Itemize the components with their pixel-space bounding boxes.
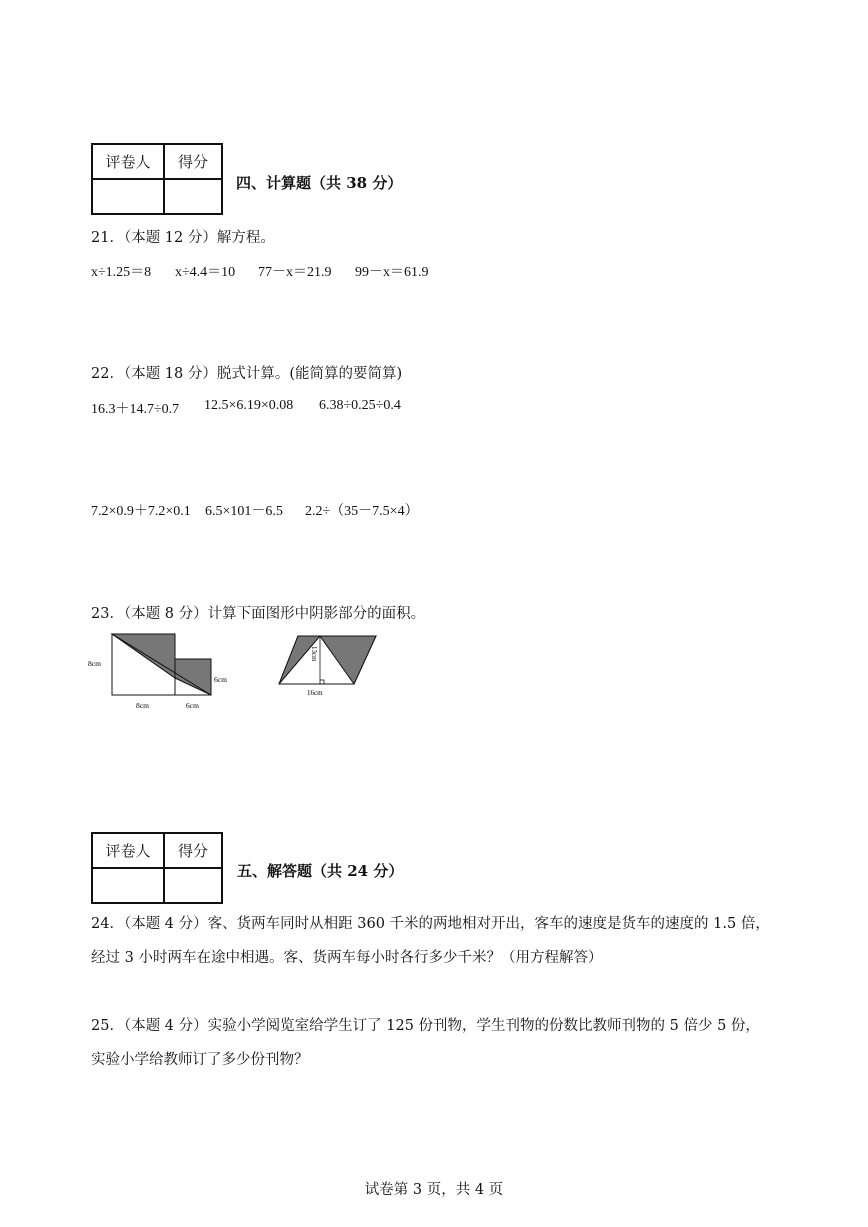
- score-cell[interactable]: [164, 179, 222, 214]
- score-box-section5: [91, 832, 223, 904]
- q21-eq1: x÷1.25＝8: [91, 265, 152, 280]
- q21-eq2: x÷4.4＝10: [175, 265, 236, 280]
- figure-1-squares: [86, 628, 246, 718]
- shaded-region-1: [112, 634, 175, 678]
- fig2-base-label: 16cm: [307, 689, 323, 697]
- fig1-left-label: 8cm: [88, 659, 101, 668]
- q21-prompt: 21．（本题 12 分）解方程。: [91, 230, 275, 246]
- grader-cell[interactable]: [92, 868, 164, 903]
- q25-line1: 25．（本题 4 分）实验小学阅览室给学生订了 125 份刊物，学生刊物的份数比教师刊物的 5 倍少 5 份，: [91, 1018, 760, 1034]
- q22-expr5: 6.5×101－6.5: [205, 504, 283, 519]
- q22-expr4: 7.2×0.9＋7.2×0.1: [91, 504, 191, 519]
- q22-expr1: 16.3＋14.7÷0.7: [91, 402, 180, 417]
- q22-expr2: 12.5×6.19×0.08: [204, 398, 294, 413]
- q22-expr6: 2.2÷（35－7.5×4）: [305, 504, 419, 519]
- fig1-bottom-left-label: 8cm: [136, 701, 149, 710]
- q25-line2: 实验小学给教师订了多少份刊物？: [91, 1052, 309, 1068]
- fig1-bottom-right-label: 6cm: [186, 701, 199, 710]
- score-label: 得分: [164, 144, 222, 179]
- q22-prompt: 22．（本题 18 分）脱式计算。(能简算的要简算): [91, 366, 403, 382]
- figure-2-parallelogram: [274, 628, 384, 700]
- fig1-right-label: 6cm: [214, 675, 227, 684]
- q24-line2: 经过 3 小时两车在途中相遇。客、货两车每小时各行多少千米？（用方程解答）: [91, 950, 603, 966]
- grader-label: 评卷人: [92, 833, 164, 868]
- shaded-region-2: [175, 659, 211, 695]
- score-cell[interactable]: [164, 868, 222, 903]
- shaded-triangle-right: [320, 636, 376, 684]
- q21-eq3: 77－x＝21.9: [258, 265, 332, 280]
- grader-label: 评卷人: [92, 144, 164, 179]
- fig2-height-label: 13cm: [310, 646, 318, 662]
- page-footer: 试卷第 3 页，共 4 页: [364, 1182, 504, 1198]
- score-label: 得分: [164, 833, 222, 868]
- section4-title: 四、计算题（共 38 分）: [236, 174, 403, 192]
- q21-eq4: 99－x＝61.9: [355, 265, 429, 280]
- grader-cell[interactable]: [92, 179, 164, 214]
- q22-expr3: 6.38÷0.25÷0.4: [319, 398, 401, 413]
- score-box-section4: [91, 143, 223, 215]
- q24-line1: 24．（本题 4 分）客、货两车同时从相距 360 千米的两地相对开出，客车的速度是货车的速度的 1.5 倍，: [91, 916, 770, 932]
- q23-prompt: 23．（本题 8 分）计算下面图形中阴影部分的面积。: [91, 606, 426, 622]
- section5-title: 五、解答题（共 24 分）: [237, 862, 404, 880]
